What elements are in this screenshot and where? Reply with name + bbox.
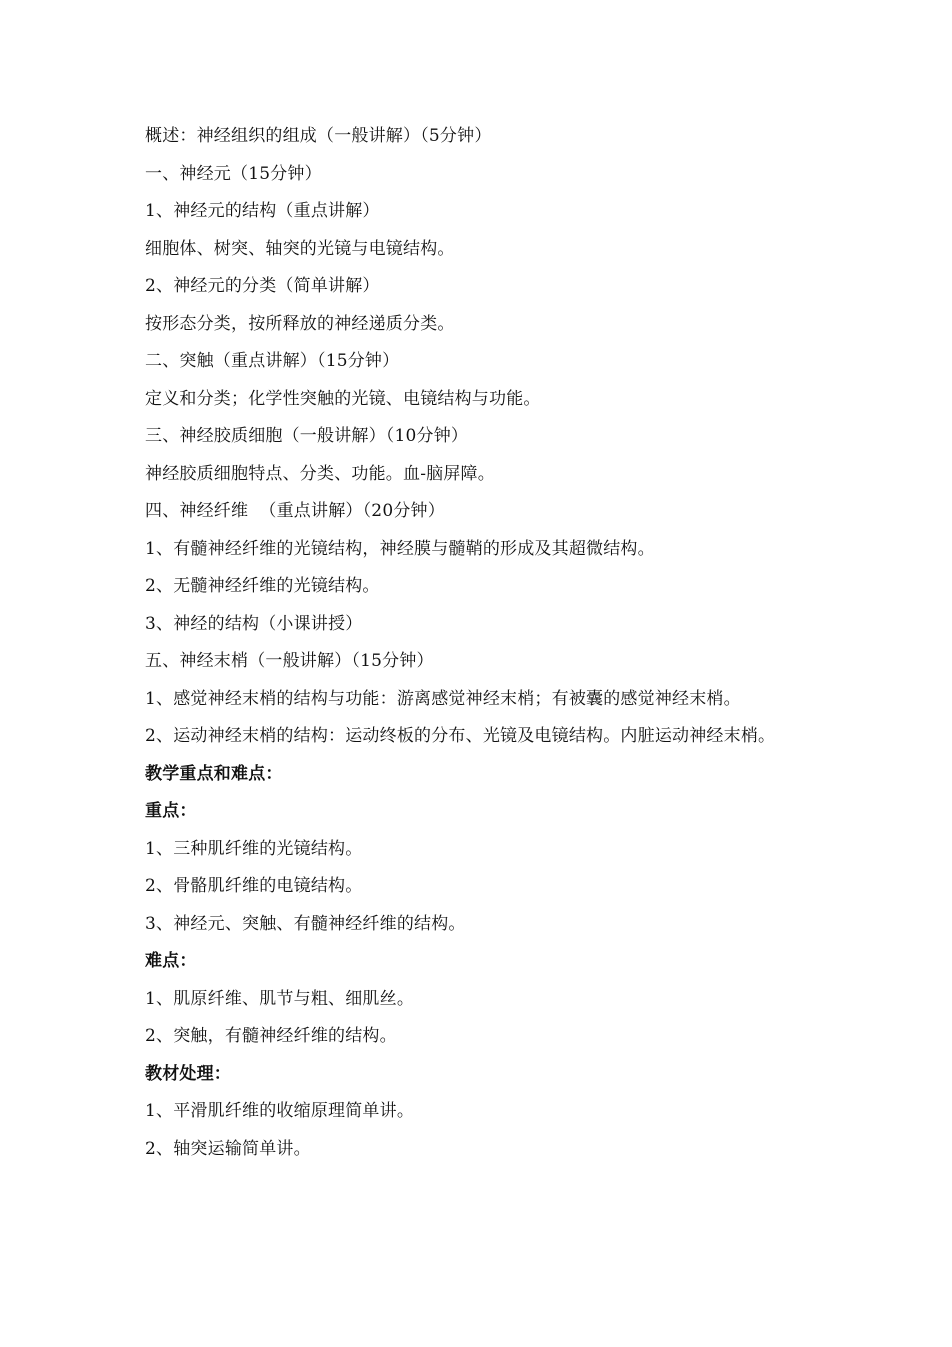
overview-line: 概述：神经组织的组成（一般讲解）（5分钟） [145, 126, 492, 146]
section-nerve-ending-heading: 五、神经末梢（一般讲解）（15分钟） [145, 651, 434, 671]
unmyelinated-fiber-item: 2、无髓神经纤维的光镜结构。 [145, 576, 380, 596]
emphasis-item-1: 1、三种肌纤维的光镜结构。 [145, 838, 363, 859]
nerve-structure-item: 3、神经的结构（小课讲授） [145, 613, 363, 634]
neuron-classification-item: 2、神经元的分类（简单讲解） [145, 276, 380, 296]
key-points-heading: 教学重点和难点： [145, 763, 283, 784]
sensory-ending-item: 1、感觉神经末梢的结构与功能：游离感觉神经末梢；有被囊的感觉神经末梢。 [145, 688, 741, 709]
motor-ending-item: 2、运动神经末梢的结构：运动终板的分布、光镜及电镜结构。内脏运动神经末梢。 [145, 726, 776, 746]
neuron-structure-item: 1、神经元的结构（重点讲解） [145, 201, 380, 221]
section-synapse-heading: 二、突触（重点讲解）（15分钟） [145, 351, 400, 371]
myelinated-fiber-item: 1、有髓神经纤维的光镜结构，神经膜与髓鞘的形成及其超微结构。 [145, 538, 655, 559]
section-neuron-heading: 一、神经元（15分钟） [145, 163, 322, 184]
emphasis-item-2: 2、骨骼肌纤维的电镜结构。 [145, 876, 363, 896]
section-glia-heading: 三、神经胶质细胞（一般讲解）（10分钟） [145, 426, 469, 446]
difficulty-heading: 难点： [145, 951, 197, 971]
material-item-1: 1、平滑肌纤维的收缩原理简单讲。 [145, 1101, 415, 1121]
synapse-detail: 定义和分类；化学性突触的光镜、电镜结构与功能。 [145, 388, 541, 409]
difficulty-item-1: 1、肌原纤维、肌节与粗、细肌丝。 [145, 988, 415, 1009]
glia-detail: 神经胶质细胞特点、分类、功能。血-脑屏障。 [145, 463, 495, 484]
material-item-2: 2、轴突运输简单讲。 [145, 1138, 311, 1159]
document-body [145, 118, 825, 1168]
emphasis-item-3: 3、神经元、突触、有髓神经纤维的结构。 [145, 913, 466, 934]
difficulty-item-2: 2、突触，有髓神经纤维的结构。 [145, 1026, 397, 1046]
section-nerve-fiber-heading: 四、神经纤维 （重点讲解）（20分钟） [145, 501, 445, 521]
emphasis-heading: 重点： [145, 801, 197, 821]
neuron-structure-detail: 细胞体、树突、轴突的光镜与电镜结构。 [145, 238, 455, 259]
material-handling-heading: 教材处理： [145, 1063, 231, 1084]
neuron-classification-detail: 按形态分类，按所释放的神经递质分类。 [145, 313, 455, 334]
